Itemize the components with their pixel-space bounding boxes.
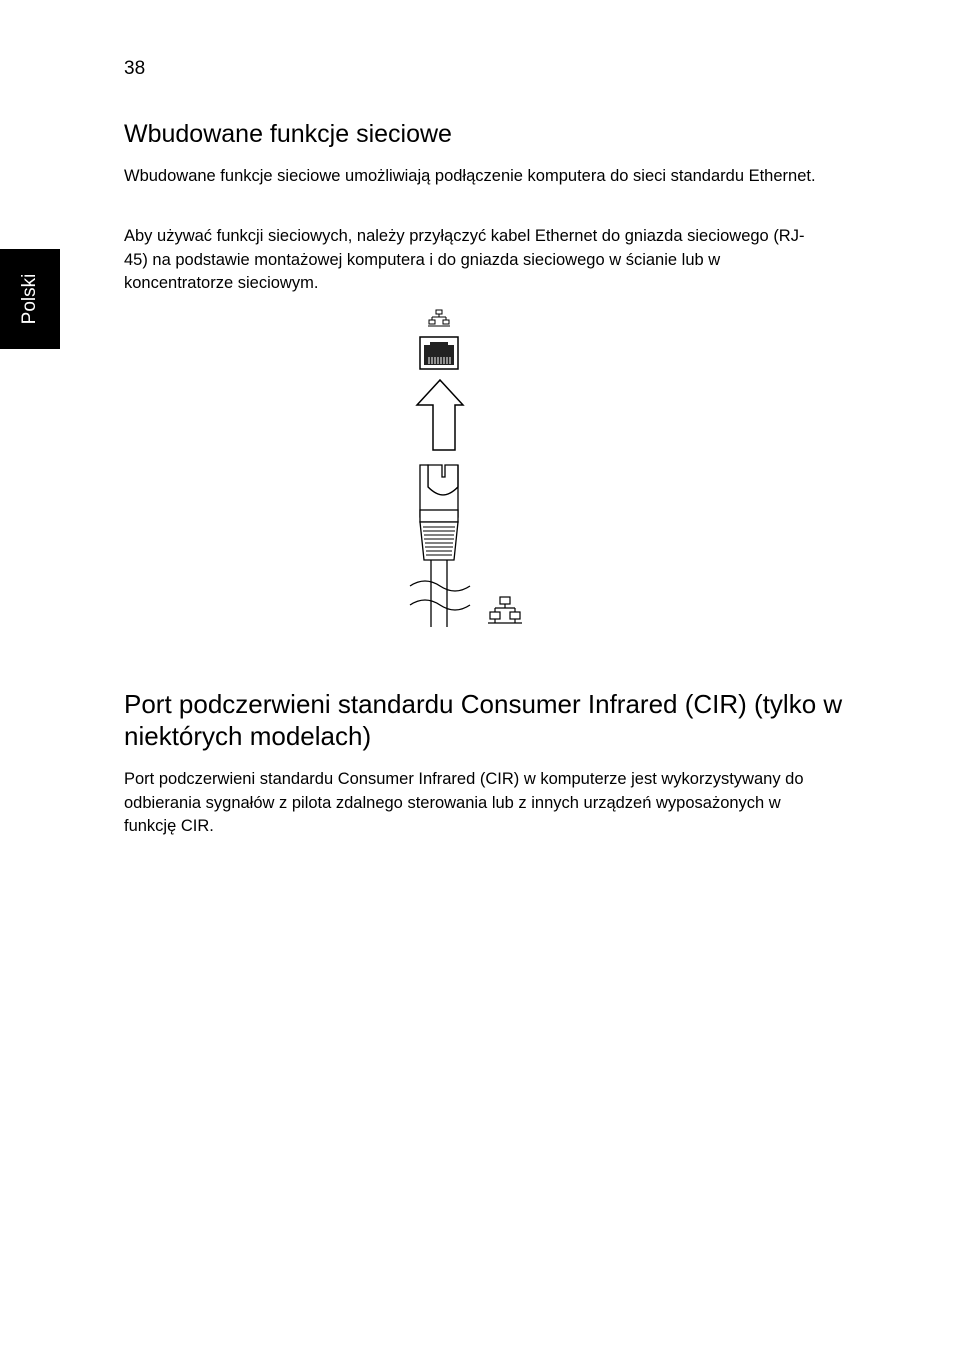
network-icon <box>488 597 522 623</box>
language-side-tab <box>0 249 60 349</box>
paragraph-cir-description: Port podczerwieni standardu Consumer Infrared (CIR) w komputerze jest wykorzystywany do odbierania sygnałów z pilota zdalnego sterowania lub z innych urządzeń wyposażonych w funkcję CIR. <box>124 770 804 835</box>
cable-break-icon <box>410 560 470 627</box>
paragraph-ethernet-intro: Wbudowane funkcje sieciowe umożliwiają podłączenie komputera do sieci standardu Ethernet. <box>124 167 816 185</box>
rj45-plug-icon <box>420 465 458 560</box>
section-title-ethernet: Wbudowane funkcje sieciowe <box>124 120 452 148</box>
paragraph-ethernet-instructions: Aby używać funkcji sieciowych, należy przyłączyć kabel Ethernet do gniazda sieciowego (RJ-45) na podstawie montażowej komputera i do gniazda sieciowego w ścianie lub w koncentratorze sieciowym. <box>124 227 805 292</box>
up-arrow-icon <box>417 380 463 450</box>
rj45-port-icon <box>420 337 458 369</box>
section-title-cir: Port podczerwieni standardu Consumer Infrared (CIR) (tylko w niektórych modelach) <box>124 689 843 751</box>
language-side-tab-label: Polski <box>19 273 40 325</box>
network-icon <box>428 310 450 326</box>
page-number: 38 <box>124 58 146 79</box>
ethernet-connection-illustration <box>400 305 540 635</box>
